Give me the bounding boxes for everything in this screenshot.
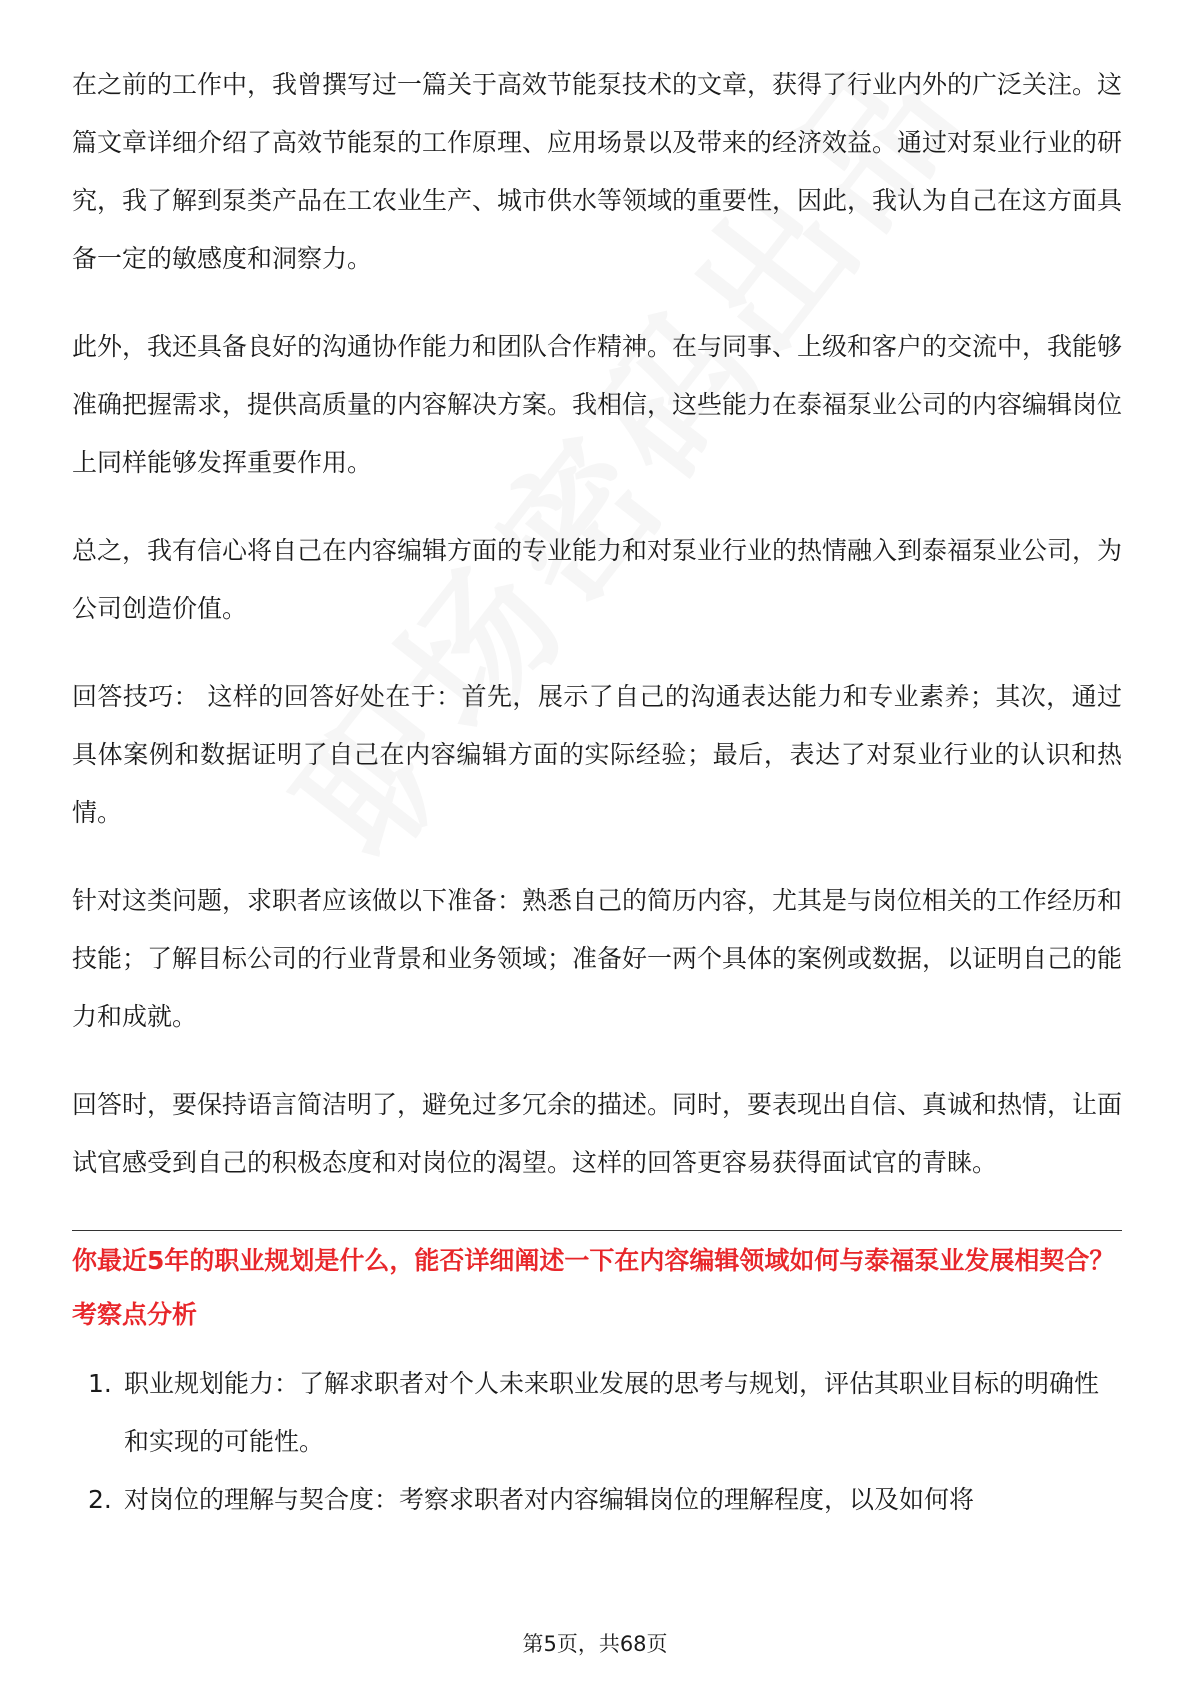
list-number: 2.: [88, 1485, 112, 1514]
paragraph: 回答时，要保持语言简洁明了，避免过多冗余的描述。同时，要表现出自信、真诚和热情，让面试官感受到自己的积极态度和对岗位的渴望。这样的回答更容易获得面试官的青睐。: [72, 1090, 1123, 1177]
section-divider: [72, 1230, 1122, 1231]
interview-question: 你最近5年的职业规划是什么，能否详细阐述一下在内容编辑领域如何与泰福泵业发展相契合？: [72, 1246, 1115, 1275]
answer-tips-paragraph: 回答技巧： 这样的回答好处在于：首先，展示了自己的沟通表达能力和专业素养；其次，通过具体案例和数据证明了自己在内容编辑方面的实际经验；最后，表达了对泵业行业的认识和热情。: [72, 682, 1122, 827]
analysis-heading: 考察点分析: [72, 1300, 198, 1329]
list-item: [72, 1471, 1122, 1529]
list-item-text: 职业规划能力：了解求职者对个人未来职业发展的思考与规划，评估其职业目标的明确性和实现的可能性。: [124, 1369, 1100, 1456]
list-item-text: 对岗位的理解与契合度：考察求职者对内容编辑岗位的理解程度，以及如何将: [124, 1485, 975, 1514]
paragraph: 在之前的工作中，我曾撰写过一篇关于高效节能泵技术的文章，获得了行业内外的广泛关注。这篇文章详细介绍了高效节能泵的工作原理、应用场景以及带来的经济效益。通过对泵业行业的研究，我了解到泵类产品在工农业生产、城市供水等领域的重要性，因此，我认为自己在这方面具备一定的敏感度和洞察力。: [72, 70, 1123, 273]
page-footer: 第5页，共68页: [522, 1632, 668, 1656]
list-item: [72, 1355, 1122, 1471]
analysis-points-list: [72, 1355, 1122, 1529]
list-number: 1.: [88, 1369, 112, 1398]
paragraph: 总之，我有信心将自己在内容编辑方面的专业能力和对泵业行业的热情融入到泰福泵业公司，为公司创造价值。: [72, 536, 1123, 623]
paragraph: 针对这类问题，求职者应该做以下准备：熟悉自己的简历内容，尤其是与岗位相关的工作经历和技能；了解目标公司的行业背景和业务领域；准备好一两个具体的案例或数据，以证明自己的能力和成就。: [72, 886, 1123, 1031]
document-body: [72, 56, 1122, 1529]
paragraph: 此外，我还具备良好的沟通协作能力和团队合作精神。在与同事、上级和客户的交流中，我能够准确把握需求，提供高质量的内容解决方案。我相信，这些能力在泰福泵业公司的内容编辑岗位上同样能够发挥重要作用。: [72, 332, 1123, 477]
